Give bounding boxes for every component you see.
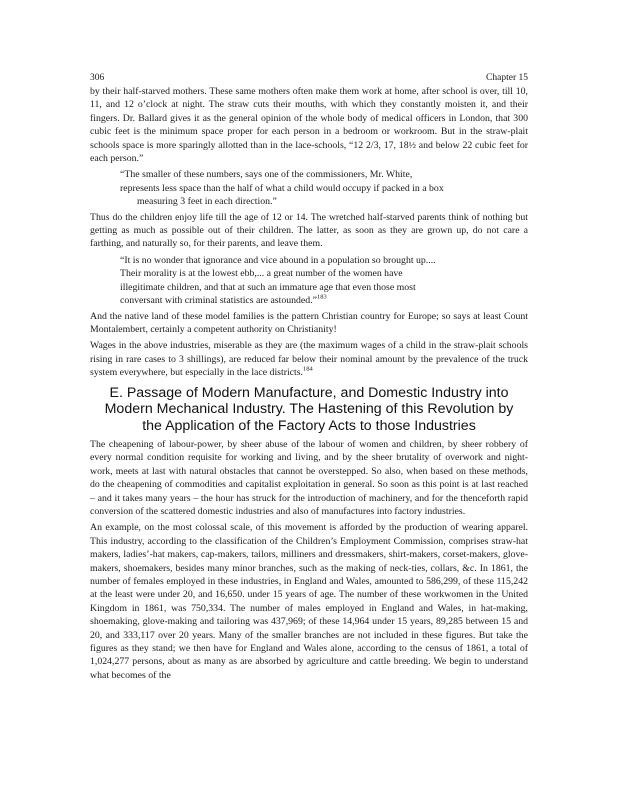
paragraph-children-life: Thus do the children enjoy life till the age of 12 or 14. The wretched half-starved parents think of nothing but getting as much as possible out of their children. The latter, as soon as they are grown up, do not care a farthing, and naturally so, for their parents, and leave them. [90,211,528,250]
chapter-title: Chapter 15 [486,73,528,83]
paragraph-straw-plait: by their half-starved mothers. These same mothers often make them work at home, after school is over, till 10, 11, and 12 o’clock at night. The straw cuts their mouths, with which they constantly moisten it, and their fingers. Dr. Ballard gives it as the general opinion of the whole body of medical officers in London, that 300 cubic feet is the minimum space proper for each person in a bedroom or workroom. But in the straw-plait schools space is more sparingly allotted than in the lace-schools, “12 2/3, 17, 18½ and below 22 cubic feet for each person.” [90,86,528,165]
quote-line-text: conversant with criminal statistics are astounded.” [120,295,317,307]
quote-line-last [120,294,450,307]
quote-line: “It is no wonder that ignorance and vice abound in a population so brought up.... [120,254,436,266]
quote-line: “The smaller of these numbers, says one of the commissioners, Mr. White, [120,169,413,181]
block-quote-commissioner [90,168,450,208]
section-heading: E. Passage of Modern Manufacture, and Domestic Industry into Modern Mechanical Industry. The Hastening of this Revolution by the Application of the Factory Acts to those Industries [104,384,514,435]
footnote-ref-184[interactable]: 184 [303,365,313,373]
paragraph-montalembert: And the native land of these model families is the pattern Christian country for Europe; so says at least Count Montalembert, certainly a competent authority on Christianity! [90,310,528,335]
paragraph-wages [90,339,528,379]
quote-line: represents less space than the half of what a child would occupy if packed in a box [120,182,444,194]
quote-line: measuring 3 feet in each direction.” [137,196,277,208]
paragraph-wages-text: Wages in the above industries, miserable as they are (the maximum wages of a child in the straw-plait schools rising in rare cases to 3 shillings), are reduced far below their nominal amount by the prevalence of the truck system everywhere, but especially in the lace districts. [90,340,528,379]
page-number: 306 [90,73,105,83]
running-head [90,72,528,84]
footnote-ref-183[interactable]: 183 [316,293,327,301]
quote-line: illegitimate children, and that at such an immature age that even those most [120,281,416,293]
paragraph-cheapening-labour: The cheapening of labour-power, by sheer abuse of the labour of women and children, by sheer robbery of every normal condition requisite for working and living, and by the sheer brutality of overwork and night-work, meets at last with natural obstacles that cannot be overstepped. So also, when based on these methods, do the cheapening of commodities and capitalist exploitation in general. So soon as this point is at last reached – and it takes many years – the hour has struck for the introduction of machinery, and for the thenceforth rapid conversion of the scattered domestic industries and also of manufactures into factory industries. [90,438,528,517]
block-quote-morality [90,254,450,308]
paragraph-wearing-apparel: An example, on the most colossal scale, of this movement is afforded by the production of wearing apparel. This industry, according to the classification of the Children’s Employment Commission, comprises straw-hat makers, ladies’-hat makers, cap-makers, tailors, milliners and dressmakers, shirt-makers, corset-makers, glove-makers, shoemakers, besides many minor branches, such as the making of neck-ties, collars, &c. In 1861, the number of females employed in these industries, in England and Wales, amounted to 586,299, of these 115,242 at the least were under 20, and 16,650. under 15 years of age. The number of these workwomen in the United Kingdom in 1861, was 750,334. The number of males employed in England and Wales, in hat-making, shoemaking, glove-making and tailoring was 437,969; of these 14,964 under 15 years, 89,285 between 15 and 20, and 333,117 over 20 years. Many of the smaller branches are not included in these figures. But take the figures as they stand; we then have for England and Wales alone, according to the census of 1861, a total of 1,024,277 persons, about as many as are absorbed by agriculture and cattle breeding. We begin to understand what becomes of the [90,522,528,681]
quote-line: Their morality is at the lowest ebb,... a great number of the women have [120,268,403,280]
book-page [90,72,528,685]
